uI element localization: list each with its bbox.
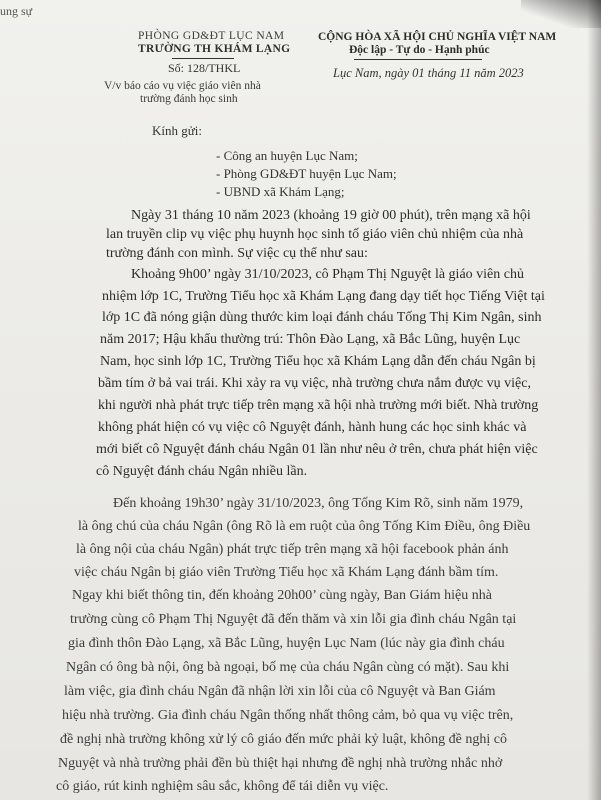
body-line: lớp 1C đã nóng giận dùng thước kim loại đánh cháu Tống Thị Kim Ngân, sinh — [102, 310, 542, 325]
body-line: trường cùng cô Phạm Thị Nguyệt đã đến thăm và xin lỗi gia đình cháu Ngân tại — [70, 612, 517, 627]
body-line: Ngày 31 tháng 10 năm 2023 (khoảng 19 giờ 00 phút), trên mạng xã hội — [131, 208, 531, 223]
body-line: Nam, học sinh lớp 1C, Trường Tiểu học xã Khám Lạng dẫn đến cháu Ngân bị — [100, 354, 536, 369]
body-line: lan truyền clip vụ việc phụ huynh học sinh tố giáo viên chủ nhiệm của nhà — [106, 227, 524, 242]
body-line: là ông chú của cháu Ngân (ông Rõ là em ruột của ông Tống Kim Điều, ông Điều — [78, 519, 531, 534]
body-line: là ông nội của cháu Ngân) phát trực tiếp trên mạng xã hội facebook phản ánh — [76, 542, 509, 557]
body-line: việc cháu Ngân bị giáo viên Trường Tiểu học xã Khám Lạng đánh bầm tím. — [74, 565, 499, 580]
body-line: khi người nhà phát trực tiếp trên mạng xã hội nhà trường mới biết. Nhà trường — [98, 398, 539, 413]
body-line: Nguyệt và nhà trường phải đền bù thiệt hại nhưng đề nghị nhà trường nhắc nhở — [58, 756, 503, 771]
body-line: Khoảng 9h00’ ngày 31/10/2023, cô Phạm Thị Nguyệt là giáo viên chủ — [131, 267, 524, 282]
body-line: không phát hiện có vụ việc cô Nguyệt đánh, hành hung các học sinh khác và — [98, 420, 527, 435]
body-line: gia đình thôn Đào Lạng, xã Bắc Lũng, huyện Lục Nam (lúc này gia đình cháu — [68, 636, 505, 651]
recipient: - UBND xã Khám Lạng; — [216, 184, 345, 199]
body-line: Ngân có ông bà nội, ông bà ngoại, bố mẹ của cháu Ngân cùng có mặt). Sau khi — [66, 660, 510, 675]
recipient: - Công an huyện Lục Nam; — [216, 148, 358, 163]
national-title: CỘNG HÒA XÃ HỘI CHỦ NGHĨA VIỆT NAM — [318, 31, 557, 43]
recipient: - Phòng GD&ĐT huyện Lục Nam; — [216, 166, 397, 181]
department-name: PHÒNG GD&ĐT LỤC NAM — [138, 30, 285, 42]
body-line: bầm tím ở bả vai trái. Khi xảy ra vụ việc, nhà trường chưa nắm được vụ việc, — [98, 376, 531, 391]
body-line: đề nghị nhà trường không xử lý cô giáo đến mức phải kỷ luật, không đề nghị cô — [60, 732, 507, 747]
document-number: Số: 128/THKL — [168, 61, 241, 75]
school-name: TRƯỜNG TH KHÁM LẠNG — [138, 43, 291, 55]
subject-line: trường đánh học sinh — [140, 93, 238, 105]
motto-underline — [354, 59, 482, 60]
body-line: làm việc, gia đình cháu Ngân đã nhận lời xin lỗi của cô Nguyệt và Ban Giám — [64, 684, 496, 699]
body-line: mới biết cô Nguyệt đánh cháu Ngân 01 lần như nêu ở trên, chưa phát hiện việc — [96, 442, 538, 457]
body-line: hiệu nhà trường. Gia đình cháu Ngân thống nhất thông cảm, bỏ qua vụ việc trên, — [62, 708, 514, 723]
body-line: trường đánh con mình. Sự việc cụ thể như sau: — [106, 246, 368, 261]
greeting: Kính gửi: — [152, 123, 203, 138]
school-name-underline — [172, 58, 234, 59]
document-date: Lục Nam, ngày 01 tháng 11 năm 2023 — [333, 66, 524, 80]
body-line: Ngay khi biết thông tin, đến khoảng 20h00’ cùng ngày, Ban Giám hiệu nhà — [72, 588, 492, 603]
national-motto: Độc lập - Tự do - Hạnh phúc — [349, 44, 490, 56]
body-line: Đến khoảng 19h30’ ngày 31/10/2023, ông Tống Kim Rõ, sinh năm 1979, — [113, 496, 524, 511]
subject-line: V/v báo cáo vụ việc giáo viên nhà — [104, 80, 261, 92]
body-line: cô giáo, rút kinh nghiệm sâu sắc, không để tái diễn vụ việc. — [56, 779, 389, 794]
body-line: cô Nguyệt đánh cháu Ngân nhiều lần. — [96, 464, 308, 479]
body-line: nhiệm lớp 1C, Trường Tiểu học xã Khám Lạng đang dạy tiết học Tiếng Việt tại — [102, 289, 545, 304]
corner-fragment-text: ung sự — [0, 4, 33, 18]
body-line: năm 2017; Hậu khẩu thường trú: Thôn Đào Lạng, xã Bắc Lũng, huyện Lục — [100, 332, 521, 347]
